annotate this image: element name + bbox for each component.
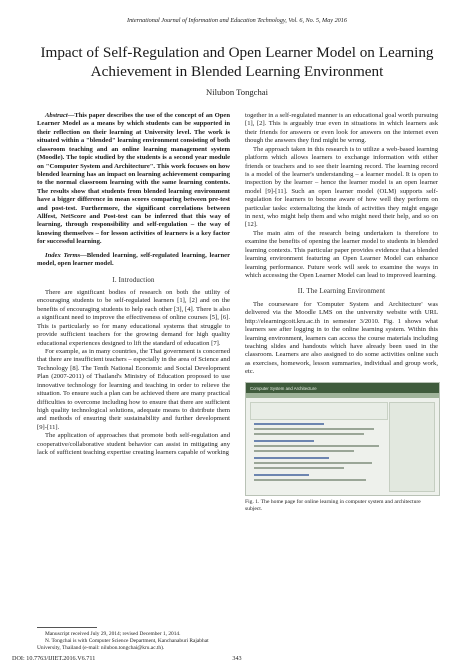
index-terms-label: Index Terms (45, 251, 81, 259)
screenshot-link (254, 440, 314, 442)
doi: DOI: 10.7763/IJIET.2016.V6.711 (12, 655, 96, 662)
abstract-label: Abstract (45, 112, 68, 119)
body-paragraph: The main aim of the research being undertaken is therefore to examine the benefits of opening the learner model to students in blended learning contexts. This particular paper provides evidence that a blended learning environment featuring an Open Learner Model can enhance learning performance. Future work will seek to examine the ways in which accessing the Open Learner Model can lead to improved learning. (245, 229, 438, 280)
screenshot-sidebar (389, 402, 435, 492)
footnotes (37, 631, 230, 651)
screenshot-panel (250, 402, 388, 420)
screenshot-link (254, 423, 324, 425)
intro-paragraph: There are significant bodies of research on both the utility of encouraging students to be self-regulated learners [1], [2] and on the benefits of encouraging students to help each other [3], [4]. There is also a significant need to improve the effectiveness of online courses [5], [6]. This is particularly so for many educational systems that struggle to provide sufficient teachers for the growing demand for high quality educational experiences designed to lift the standard of education [7]. (37, 289, 230, 347)
figure-1-caption: Fig. 1. The home page for online learning in computer system and architecture subject. (245, 498, 421, 512)
footnote-rule (37, 627, 97, 628)
screenshot-banner (246, 383, 439, 393)
screenshot-text-line (254, 462, 372, 464)
screenshot-banner-title: Computer System and Architecture (250, 385, 317, 391)
section-heading-introduction: I. Introduction (112, 276, 155, 284)
body-paragraph: together in a self-regulated manner is an educational goal worth pursuing [1], [2]. This is arguably true even in situations in which learners ask their friends for answers or even look for answers on the internet even though the answers they find might be wrong. (245, 112, 438, 145)
abstract (37, 112, 230, 247)
body-paragraph: The approach taken in this research is to utilize a web-based learning platform which allows learners to exchange information with either friends or teachers and to see their learning record. The learning record is a model of the learner's understanding – a learner model. It is open to inspection by the learner – hence the learner model is an open learner model [9]-[11]. Such an open learner model (OLM) supports self-regulation for learners to become aware of how well they perform on particular tasks: externalizing the kinds of activities they might engage in next, who might help them and who might need their help, and so on [12]. (245, 145, 438, 229)
abstract-text: —This paper describes the use of the concept of an Open Learner Model as a means by which students can be supported in their reflection on their learning at University level. The work is situated within a "blended" learning environment consisting of both classroom teaching and an online learning management system (Moodle). The topic studied by the students is a second year module on "Computer System and Architecture". This work focuses on how blended learning has an impact on learning achievement comparing to the normal classroom learning with the same learning contents. The results show that students from blended learning environment have a bigger difference in mean scores comparing between pre-test and post-test. Furthermore, the significant correlations between Allfest, NetScore and Post-test can be inferred that this way of learning, through responsibility and self-regulation – the way of knowing themselves – for lesson activities of learners is a key factor for successful learning. (37, 112, 230, 246)
intro-paragraph: For example, as in many countries, the Thai government is concerned that there are insufficient teachers – especially in the area of Science and Technology [8]. The Tenth National Economic and Social Development Plan (2007-2011) of Thailand's Ministry of Education proposed to use innovative technology for learning and teaching in order to relieve the situation. To ensure such a plan can be achieved there are many practical difficulties to overcome including how to ensure that there are sufficient high quality technological solutions, adequate means to distribute them and methods of ensuring their sustainability and further development [9]-[11]. (37, 347, 230, 431)
screenshot-navbar (246, 393, 439, 398)
journal-header: International Journal of Information and Education Technology, Vol. 6, No. 5, May 2016 (127, 17, 347, 24)
screenshot-link (254, 474, 309, 476)
index-terms-text: —Blended learning, self-regulated learning, learner model, open learner model. (37, 251, 231, 268)
page-number: 343 (232, 655, 242, 662)
intro-paragraph: The application of approaches that promote both self-regulation and cooperative/collaborative student behavior can assist in mitigating any lack of sufficient teaching expertise creating learners capable of working (37, 432, 230, 457)
figure-1-screenshot (245, 382, 440, 496)
body-paragraph: The courseware for 'Computer System and Architecture' was delivered via the Moodle LMS on the university website with URL http://elearningcoit.kru.ac.th in semester 3/2010. Fig. 1 shows what learners see after logging in to the online learning system. Within this learning environment, learners can access the course materials including teaching slides and handouts which have already been used in the classroom. Learners are also assigned to do some activities online such as exercises, homework, lesson summaries, individual and group work, etc. (245, 300, 438, 376)
screenshot-text-line (254, 433, 364, 435)
screenshot-text-line (254, 445, 379, 447)
section-heading-learning-environment: II. The Learning Environment (297, 288, 386, 296)
footnote-manuscript: Manuscript received July 29, 2014; revised December 1, 2014. (45, 631, 181, 637)
footnote-author-affiliation: N. Tongchai is with Computer Science Department, Kanchanaburi Rajabhat University, Thailand (e-mail: nilubon.tongchai@kru.ac.th). (37, 637, 209, 651)
screenshot-text-line (254, 428, 374, 430)
screenshot-link (254, 457, 329, 459)
left-column (37, 112, 230, 457)
screenshot-text-line (254, 450, 354, 452)
screenshot-text-line (254, 467, 344, 469)
index-terms (37, 252, 230, 269)
paper-title: Impact of Self-Regulation and Open Learner Model on Learning Achievement in Blended Learning Environment (40, 44, 434, 80)
right-column (245, 112, 438, 513)
author-name: Nilubon Tongchai (205, 87, 268, 97)
screenshot-text-line (254, 479, 366, 481)
